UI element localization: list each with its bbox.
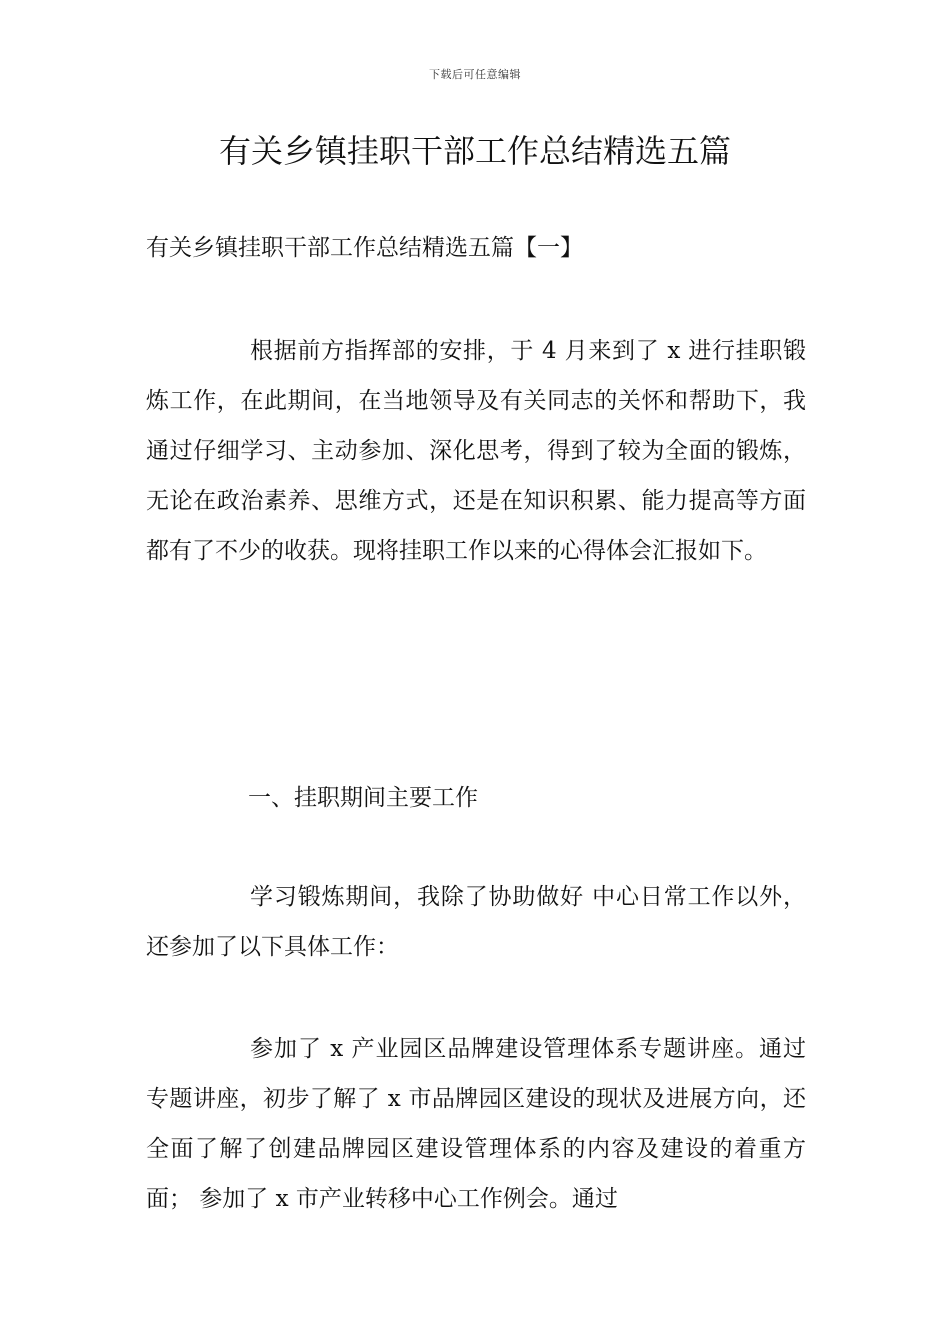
sub-heading-main-work: 一、挂职期间主要工作 xyxy=(248,785,478,811)
header-note: 下载后可任意编辑 xyxy=(429,68,521,81)
document-title: 有关乡镇挂职干部工作总结精选五篇 xyxy=(218,132,731,170)
paragraph-work-overview: 学习锻炼期间，我除了协助做好 中心日常工作以外， 还参加了以下具体工作： xyxy=(146,884,806,960)
section-heading: 有关乡镇挂职干部工作总结精选五篇【一】 xyxy=(146,235,583,261)
paragraph-intro: 根据前方指挥部的安排，于 4 月来到了 x 进行挂职锻炼工作，在此期间，在当地领导及有关同志的关怀和帮助下，我通过仔细学习、主动参加、深化思考，得到了较为全面的锻炼，无论在政治素养、思维方式，还是在知识积累、能力提高等方面都有了不少的收获。现将挂职工作以来的心得体会汇报如下。 xyxy=(146,338,806,564)
paragraph-work-details: 参加了 x 产业园区品牌建设管理体系专题讲座。通过专题讲座，初步了解了 x 市品牌园区建设的现状及进展方向，还全面了解了创建品牌园区建设管理体系的内容及建设的着重方面； 参加了 x 市产业转移中心工作例会。通过 xyxy=(146,1036,806,1212)
